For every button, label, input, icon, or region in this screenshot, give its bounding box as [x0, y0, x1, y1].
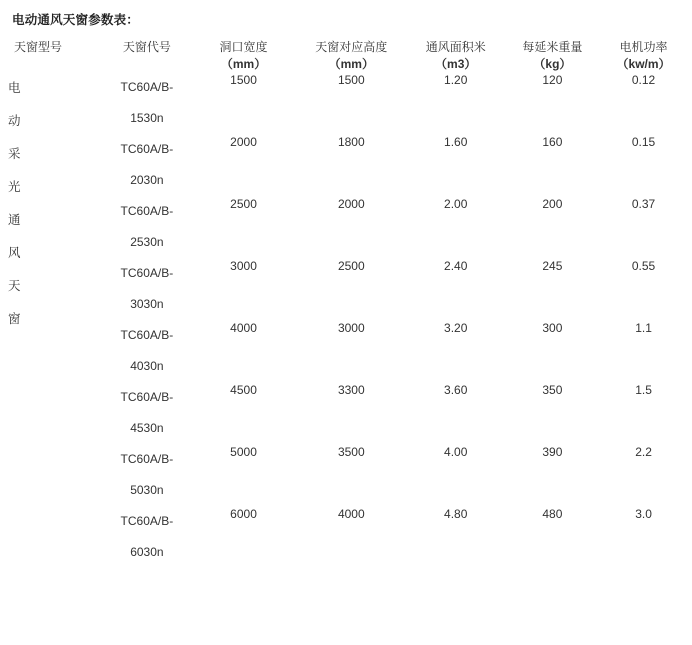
cell-opening-width: 3000: [230, 259, 257, 273]
row-group-label-char: 通: [8, 213, 21, 227]
cell-corresponding-height: 3000: [337, 321, 365, 335]
parameter-table: [8, 38, 688, 568]
cell-motor-power: 2.2: [635, 445, 652, 459]
cell-code-line2: 3030n: [130, 297, 164, 311]
cell-code-line1: TC60A/B-: [120, 452, 174, 466]
cell-opening-width: 5000: [230, 445, 257, 459]
column-header-vent-area: 通风面积米: [425, 40, 486, 54]
row-group-label-char: 天: [8, 279, 21, 293]
cell-code: [104, 196, 191, 258]
cell-code-line1: TC60A/B-: [120, 142, 174, 156]
row-group-label-char: 风: [8, 246, 21, 260]
table-row: [8, 72, 688, 134]
table-header: [8, 38, 688, 72]
unit-motor-power: （kw/m）: [616, 57, 671, 71]
cell-corresponding-height: 2000: [337, 197, 365, 211]
table-row: [8, 196, 688, 258]
column-header-corresponding-height: 天窗对应高度: [315, 40, 388, 54]
column-header-weight-per-meter: 每延米重量: [522, 40, 583, 54]
cell-weight-per-meter: 480: [542, 507, 563, 521]
row-group-label-char: 光: [8, 180, 21, 194]
row-group-label-char: 采: [8, 147, 21, 161]
cell-motor-power: 1.1: [635, 321, 652, 335]
table-row: [8, 506, 688, 568]
unit-code: [104, 55, 191, 72]
unit-opening-width: （mm）: [220, 57, 267, 71]
row-group-label-char: 电: [8, 81, 21, 95]
cell-code-line2: 1530n: [130, 111, 164, 125]
cell-weight-per-meter: 390: [542, 445, 563, 459]
cell-opening-width: 1500: [230, 73, 257, 87]
cell-opening-width: 4500: [230, 383, 257, 397]
page-title: 电动通风天窗参数表：: [12, 13, 140, 27]
table-row: [8, 258, 688, 320]
table-row: [8, 444, 688, 506]
cell-corresponding-height: 2500: [337, 259, 365, 273]
cell-opening-width: 2000: [230, 135, 257, 149]
cell-code-line2: 2030n: [130, 173, 164, 187]
cell-code-line2: 4530n: [130, 421, 164, 435]
cell-code-line1: TC60A/B-: [120, 514, 174, 528]
cell-code: [104, 258, 191, 320]
cell-code-line1: TC60A/B-: [120, 390, 174, 404]
unit-weight-per-meter: （kg）: [533, 57, 572, 71]
cell-motor-power: 0.15: [631, 135, 656, 149]
table-row: [8, 134, 688, 196]
cell-code: [104, 382, 191, 444]
table-header-row-units: [8, 55, 688, 72]
cell-weight-per-meter: 120: [542, 73, 563, 87]
cell-weight-per-meter: 300: [542, 321, 563, 335]
cell-vent-area: 2.00: [444, 197, 468, 211]
cell-corresponding-height: 1800: [337, 135, 365, 149]
table-row: [8, 320, 688, 382]
cell-vent-area: 4.00: [444, 445, 468, 459]
cell-corresponding-height: 4000: [337, 507, 365, 521]
table-header-row-names: [8, 38, 688, 55]
cell-corresponding-height: 1500: [337, 73, 365, 87]
cell-opening-width: 4000: [230, 321, 257, 335]
unit-model: [8, 55, 104, 72]
row-group-label-char: 窗: [8, 312, 21, 326]
table-body: [8, 72, 688, 568]
column-header-opening-width: 洞口宽度: [219, 40, 268, 54]
cell-weight-per-meter: 200: [542, 197, 563, 211]
unit-vent-area: （m3）: [435, 57, 477, 71]
cell-vent-area: 1.60: [444, 135, 468, 149]
cell-code-line1: TC60A/B-: [120, 80, 174, 94]
cell-motor-power: 0.12: [631, 73, 656, 87]
unit-corresponding-height: （mm）: [328, 57, 374, 71]
cell-motor-power: 0.37: [631, 197, 656, 211]
cell-code-line1: TC60A/B-: [120, 266, 174, 280]
cell-weight-per-meter: 160: [542, 135, 563, 149]
cell-code-line1: TC60A/B-: [120, 204, 174, 218]
cell-code-line2: 6030n: [130, 545, 164, 559]
table-row: [8, 382, 688, 444]
cell-vent-area: 3.60: [444, 383, 468, 397]
cell-motor-power: 1.5: [635, 383, 652, 397]
column-header-motor-power: 电机功率: [619, 40, 668, 54]
row-group-label: [8, 72, 104, 568]
cell-code: [104, 444, 191, 506]
cell-vent-area: 2.40: [444, 259, 468, 273]
column-header-model: 天窗型号: [14, 40, 63, 54]
row-group-label-char: 动: [8, 114, 21, 128]
cell-opening-width: 6000: [230, 507, 257, 521]
cell-weight-per-meter: 245: [542, 259, 563, 273]
cell-vent-area: 1.20: [444, 73, 468, 87]
cell-code-line2: 4030n: [130, 359, 164, 373]
cell-code-line1: TC60A/B-: [120, 328, 174, 342]
cell-code: [104, 506, 191, 568]
cell-corresponding-height: 3300: [337, 383, 365, 397]
cell-opening-width: 2500: [230, 197, 257, 211]
cell-corresponding-height: 3500: [337, 445, 365, 459]
cell-code: [104, 72, 191, 134]
cell-code: [104, 134, 191, 196]
cell-code-line2: 5030n: [130, 483, 164, 497]
cell-code-line2: 2530n: [130, 235, 164, 249]
column-header-code: 天窗代号: [122, 40, 171, 54]
cell-code: [104, 320, 191, 382]
cell-vent-area: 4.80: [444, 507, 468, 521]
cell-motor-power: 0.55: [631, 259, 656, 273]
cell-motor-power: 3.0: [635, 507, 652, 521]
cell-vent-area: 3.20: [444, 321, 468, 335]
cell-weight-per-meter: 350: [542, 383, 563, 397]
